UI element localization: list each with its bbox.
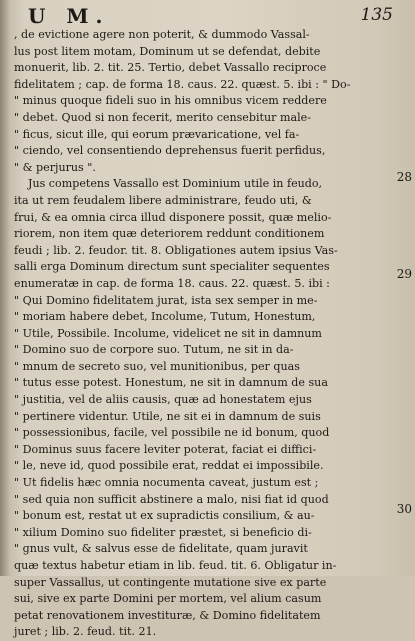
text-line: " minus quoque fideli suo in his omnibus vicem reddere <box>14 94 327 108</box>
book-gutter-shadow <box>0 0 10 576</box>
text-line: " ficus, sicut ille, qui eorum prævaricatione, vel fa- <box>14 127 300 141</box>
text-line: " ciendo, vel consentiendo deprehensus fuerit perfidus, <box>14 144 326 158</box>
text-line: riorem, non item quæ deteriorem reddunt conditionem <box>14 227 325 241</box>
margin-number: 28 <box>396 170 412 184</box>
margin-number: 29 <box>396 267 412 281</box>
text-line: " possessionibus, facile, vel possibile ne id bonum, quod <box>14 426 330 440</box>
text-line: enumeratæ in cap. de forma 18. caus. 22. quæst. 5. ibi : <box>14 276 330 290</box>
text-line: " Domino suo de corpore suo. Tutum, ne sit in da- <box>14 343 294 357</box>
text-line: " bonum est, restat ut ex supradictis consilium, & au- <box>14 509 315 523</box>
text-line: salli erga Dominum directum sunt specialiter sequentes <box>14 260 330 274</box>
text-line: juret ; lib. 2. feud. tit. 21. <box>14 625 157 639</box>
text-line: " sed quia non sufficit abstinere a malo, nisi fiat id quod <box>14 492 329 506</box>
text-line: " xilium Domino suo fideliter præstet, si beneficio di- <box>14 525 312 539</box>
text-line: lus post litem motam, Dominum ut se defendat, debite <box>14 44 321 58</box>
text-line: fidelitatem ; cap. de forma 18. caus. 22. quæst. 5. ibi : " Do- <box>14 77 351 91</box>
text-line: " le, neve id, quod possibile erat, reddat ei impossibile. <box>14 459 324 473</box>
text-line: " justitia, vel de aliis causis, quæ ad honestatem ejus <box>14 393 312 407</box>
margin-number: 30 <box>396 502 412 516</box>
text-line: , de evictione agere non poterit, & dummodo Vassal- <box>14 28 310 41</box>
text-line: " Utile, Possibile. Incolume, videlicet ne sit in damnum <box>14 326 322 340</box>
text-line: " Qui Domino fidelitatem jurat, ista sex semper in me- <box>14 293 318 307</box>
text-line: ita ut rem feudalem libere administrare, feudo uti, & <box>14 193 312 207</box>
text-line: " mnum de secreto suo, vel munitionibus, per quas <box>14 359 300 373</box>
text-line: " moriam habere debet, Incolume, Tutum, Honestum, <box>14 310 316 324</box>
text-line: Jus competens Vassallo est Dominium utile in feudo, <box>28 177 323 191</box>
text-line: super Vassallus, ut contingente mutatione sive ex parte <box>14 575 327 589</box>
page-number: 135 <box>360 5 393 25</box>
text-line: petat renovationem investituræ, & Domino fidelitatem <box>14 608 321 622</box>
text-line: quæ textus habetur etiam in lib. feud. tit. 6. Obligatur in- <box>14 559 337 572</box>
text-line: " tutus esse potest. Honestum, ne sit in damnum de sua <box>14 376 328 390</box>
text-line: " Dominus suus facere leviter poterat, faciat ei diffici- <box>14 442 317 456</box>
text-line: monuerit, lib. 2. tit. 25. Tertio, debet Vassallo reciproce <box>14 61 327 75</box>
text-line: " debet. Quod si non fecerit, merito censebitur male- <box>14 110 311 124</box>
text-line: " Ut fidelis hæc omnia nocumenta caveat, justum est ; <box>14 476 319 490</box>
text-line: " pertinere videntur. Utile, ne sit ei in damnum de suis <box>14 409 321 423</box>
body-text <box>14 27 389 641</box>
running-head: U M. <box>28 4 110 28</box>
text-line: " gnus vult, & salvus esse de fidelitate, quam juravit <box>14 542 308 556</box>
text-line: sui, sive ex parte Domini per mortem, vel alium casum <box>14 592 322 606</box>
text-line: " & perjurus ". <box>14 160 96 174</box>
text-line: feudi ; lib. 2. feudor. tit. 8. Obligationes autem ipsius Vas- <box>14 243 338 257</box>
text-line: frui, & ea omnia circa illud disponere possit, quæ melio- <box>14 210 332 224</box>
